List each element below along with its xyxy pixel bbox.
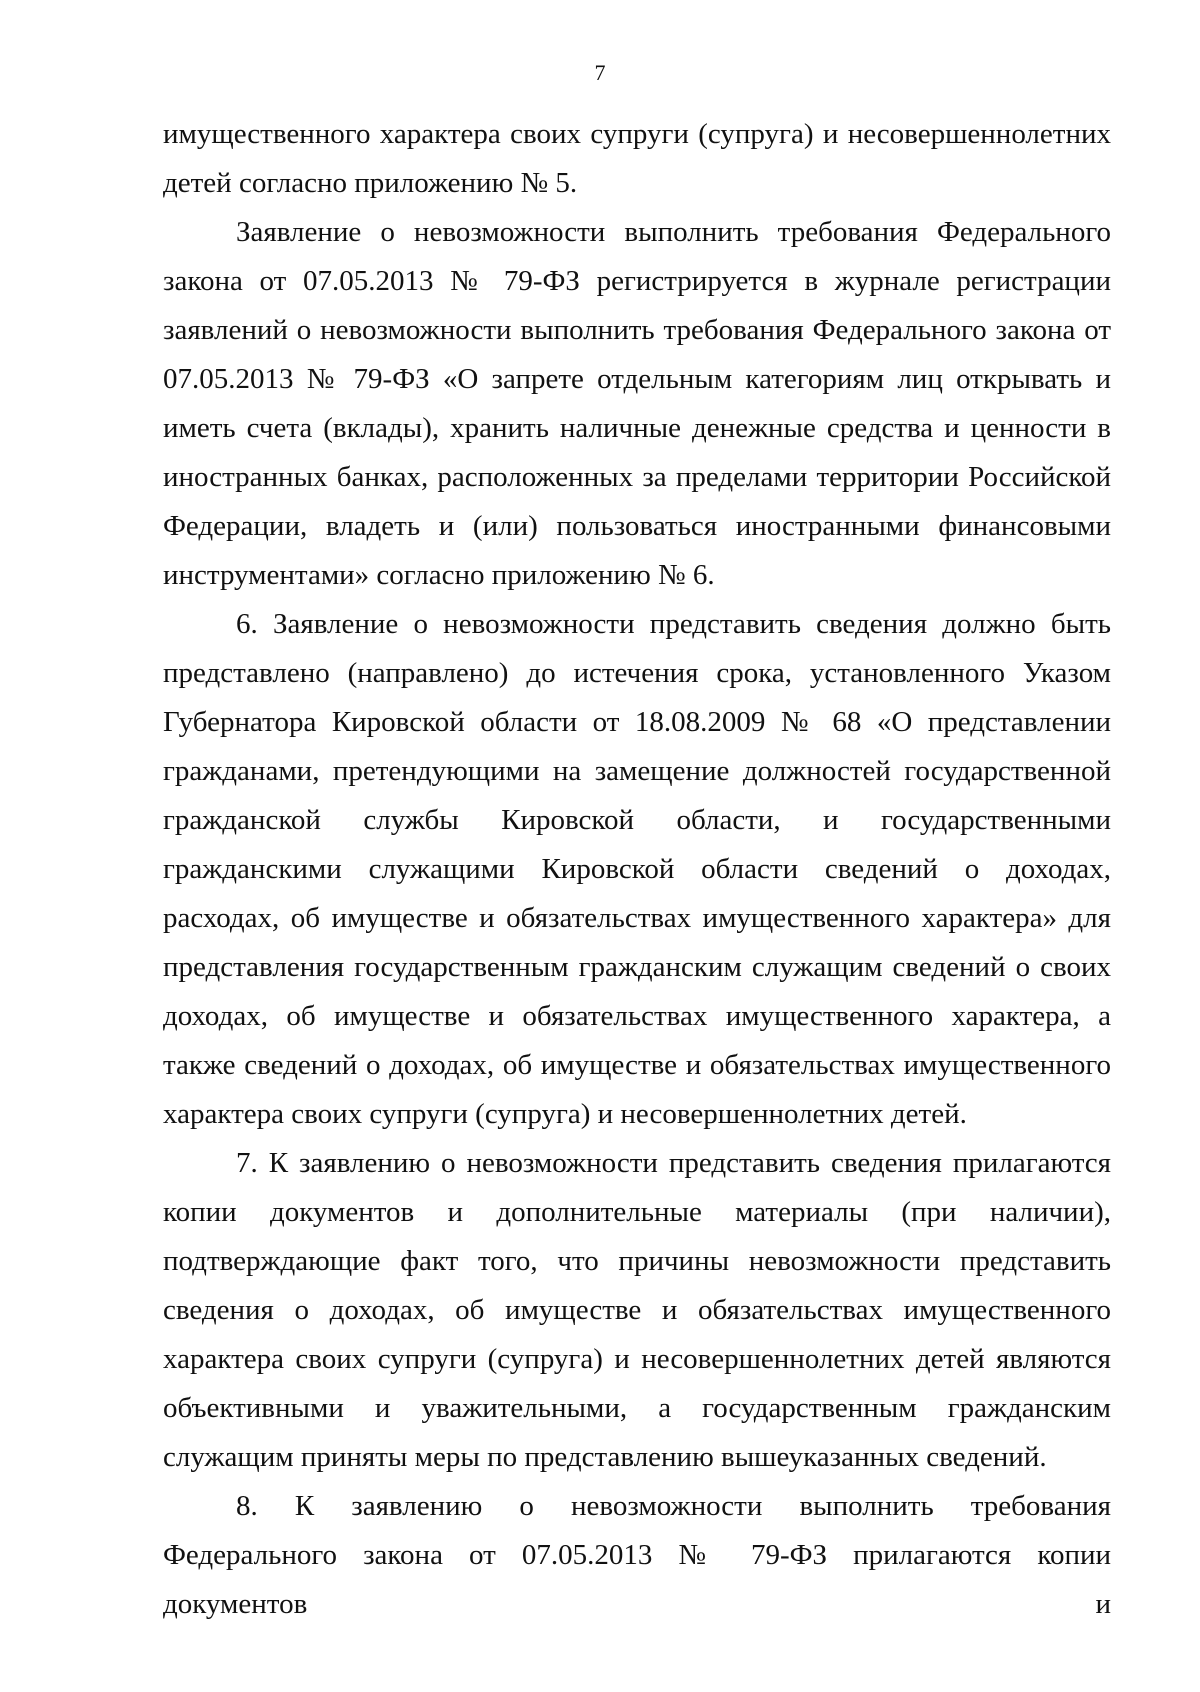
paragraph-continuation: имущественного характера своих супруги (супруга) и несовершеннолетних детей согласно приложению № 5. bbox=[163, 118, 1111, 199]
paragraph-item-7: 7. К заявлению о невозможности представить сведения прилагаются копии документов и дополнительные материалы (при наличии), подтверждающие факт того, что причины невозможности представить сведения о доходах, об имуществе и обязательствах имущественного характера своих супруги (супруга) и несовершеннолетних детей являются объективными и уважительными, а государственным гражданским служащим приняты меры по представлению вышеуказанных сведений. bbox=[163, 1147, 1111, 1473]
paragraph-item-8: 8. К заявлению о невозможности выполнить требования Федерального закона от 07.05.2013 № 79-ФЗ прилагаются копии документов и bbox=[163, 1490, 1111, 1620]
document-body bbox=[163, 110, 1111, 1629]
paragraph-registration: Заявление о невозможности выполнить требования Федерального закона от 07.05.2013 № 79-ФЗ регистрируется в журнале регистрации заявлений о невозможности выполнить требования Федерального закона от 07.05.2013 № 79-ФЗ «О запрете отдельным категориям лиц открывать и иметь счета (вклады), хранить наличные денежные средства и ценности в иностранных банках, расположенных за пределами территории Российской Федерации, владеть и (или) пользоваться иностранными финансовыми инструментами» согласно приложению № 6. bbox=[163, 216, 1111, 591]
paragraph-item-6: 6. Заявление о невозможности представить сведения должно быть представлено (направлено) до истечения срока, установленного Указом Губернатора Кировской области от 18.08.2009 № 68 «О представлении гражданами, претендующими на замещение должностей государственной гражданской службы Кировской области, и государственными гражданскими служащими Кировской области сведений о доходах, расходах, об имуществе и обязательствах имущественного характера» для представления государственным гражданским служащим сведений о своих доходах, об имуществе и обязательствах имущественного характера, а также сведений о доходах, об имуществе и обязательствах имущественного характера своих супруги (супруга) и несовершеннолетних детей. bbox=[163, 608, 1111, 1130]
page-number: 7 bbox=[594, 60, 606, 85]
